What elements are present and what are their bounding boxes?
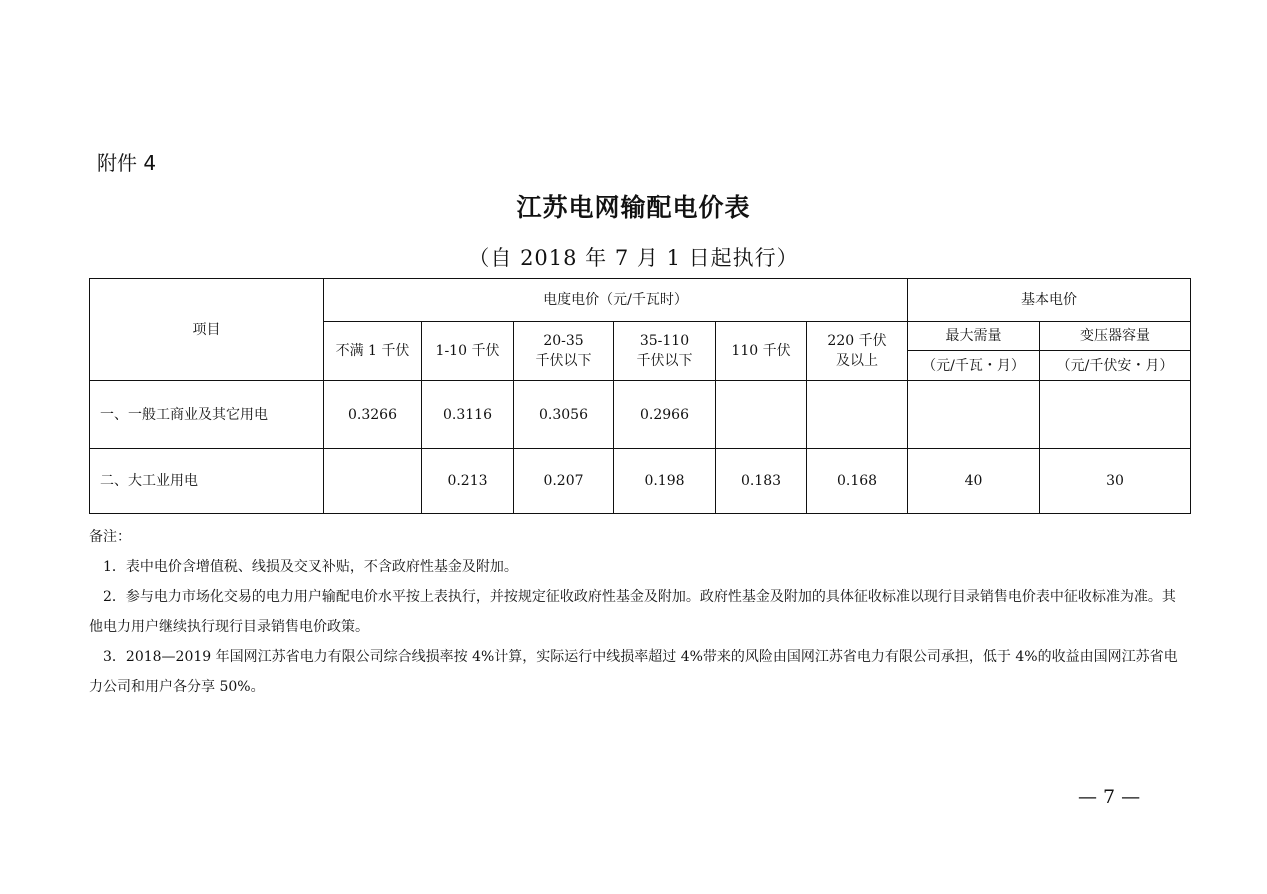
item-header: 项目	[90, 279, 324, 381]
table-row	[90, 449, 1191, 514]
voltage-col-header: 1-10 千伏	[422, 322, 514, 381]
table-cell	[908, 381, 1040, 449]
table-cell	[1040, 381, 1191, 449]
price-table	[89, 278, 1191, 514]
table-cell: 0.3056	[514, 381, 614, 449]
note-item: 2．参与电力市场化交易的电力用户输配电价水平按上表执行，并按规定征收政府性基金及附加。政府性基金及附加的具体征收标准以现行目录销售电价表中征收标准为准。其他电力用户继续执行现行目录销售电价政策。	[89, 589, 1176, 635]
voltage-col-header: 110 千伏	[716, 322, 807, 381]
table-cell: 0.3266	[324, 381, 422, 449]
table-cell	[807, 381, 908, 449]
base-price-group-header: 基本电价	[908, 279, 1191, 322]
voltage-col-header: 20-35 千伏以下	[514, 322, 614, 381]
table-cell: 0.207	[514, 449, 614, 514]
table-cell: 0.213	[422, 449, 514, 514]
table-cell: 0.3116	[422, 381, 514, 449]
note-item: 3．2018—2019 年国网江苏省电力有限公司综合线损率按 4%计算，实际运行中线损率超过 4%带来的风险由国网江苏省电力有限公司承担，低于 4%的收益由国网江苏省电力公司和用户各分享 50%。	[89, 649, 1178, 695]
notes	[89, 522, 1179, 702]
row-label: 二、大工业用电	[90, 449, 324, 514]
table-cell: 0.183	[716, 449, 807, 514]
max-demand-unit: （元/千瓦・月）	[908, 351, 1040, 381]
voltage-col-header: 220 千伏 及以上	[807, 322, 908, 381]
voltage-col-header: 35-110 千伏以下	[614, 322, 716, 381]
table-cell: 0.2966	[614, 381, 716, 449]
energy-price-group-header: 电度电价（元/千瓦时）	[324, 279, 908, 322]
table-cell: 30	[1040, 449, 1191, 514]
table-cell: 0.168	[807, 449, 908, 514]
attachment-label: 附件 4	[97, 151, 157, 175]
transformer-capacity-header: 变压器容量	[1040, 322, 1191, 351]
note-item: 1．表中电价含增值税、线损及交叉补贴，不含政府性基金及附加。	[103, 559, 518, 575]
document-subtitle: （自 2018 年 7 月 1 日起执行）	[468, 246, 799, 270]
document-title: 江苏电网输配电价表	[516, 193, 751, 222]
table-cell: 0.198	[614, 449, 716, 514]
table-cell	[324, 449, 422, 514]
table-cell: 40	[908, 449, 1040, 514]
row-label: 一、一般工商业及其它用电	[90, 381, 324, 449]
table-row	[90, 381, 1191, 449]
page-number: — 7 —	[1078, 786, 1141, 808]
transformer-capacity-unit: （元/千伏安・月）	[1040, 351, 1191, 381]
notes-heading: 备注：	[89, 529, 131, 545]
table-cell	[716, 381, 807, 449]
max-demand-header: 最大需量	[908, 322, 1040, 351]
voltage-col-header: 不满 1 千伏	[324, 322, 422, 381]
